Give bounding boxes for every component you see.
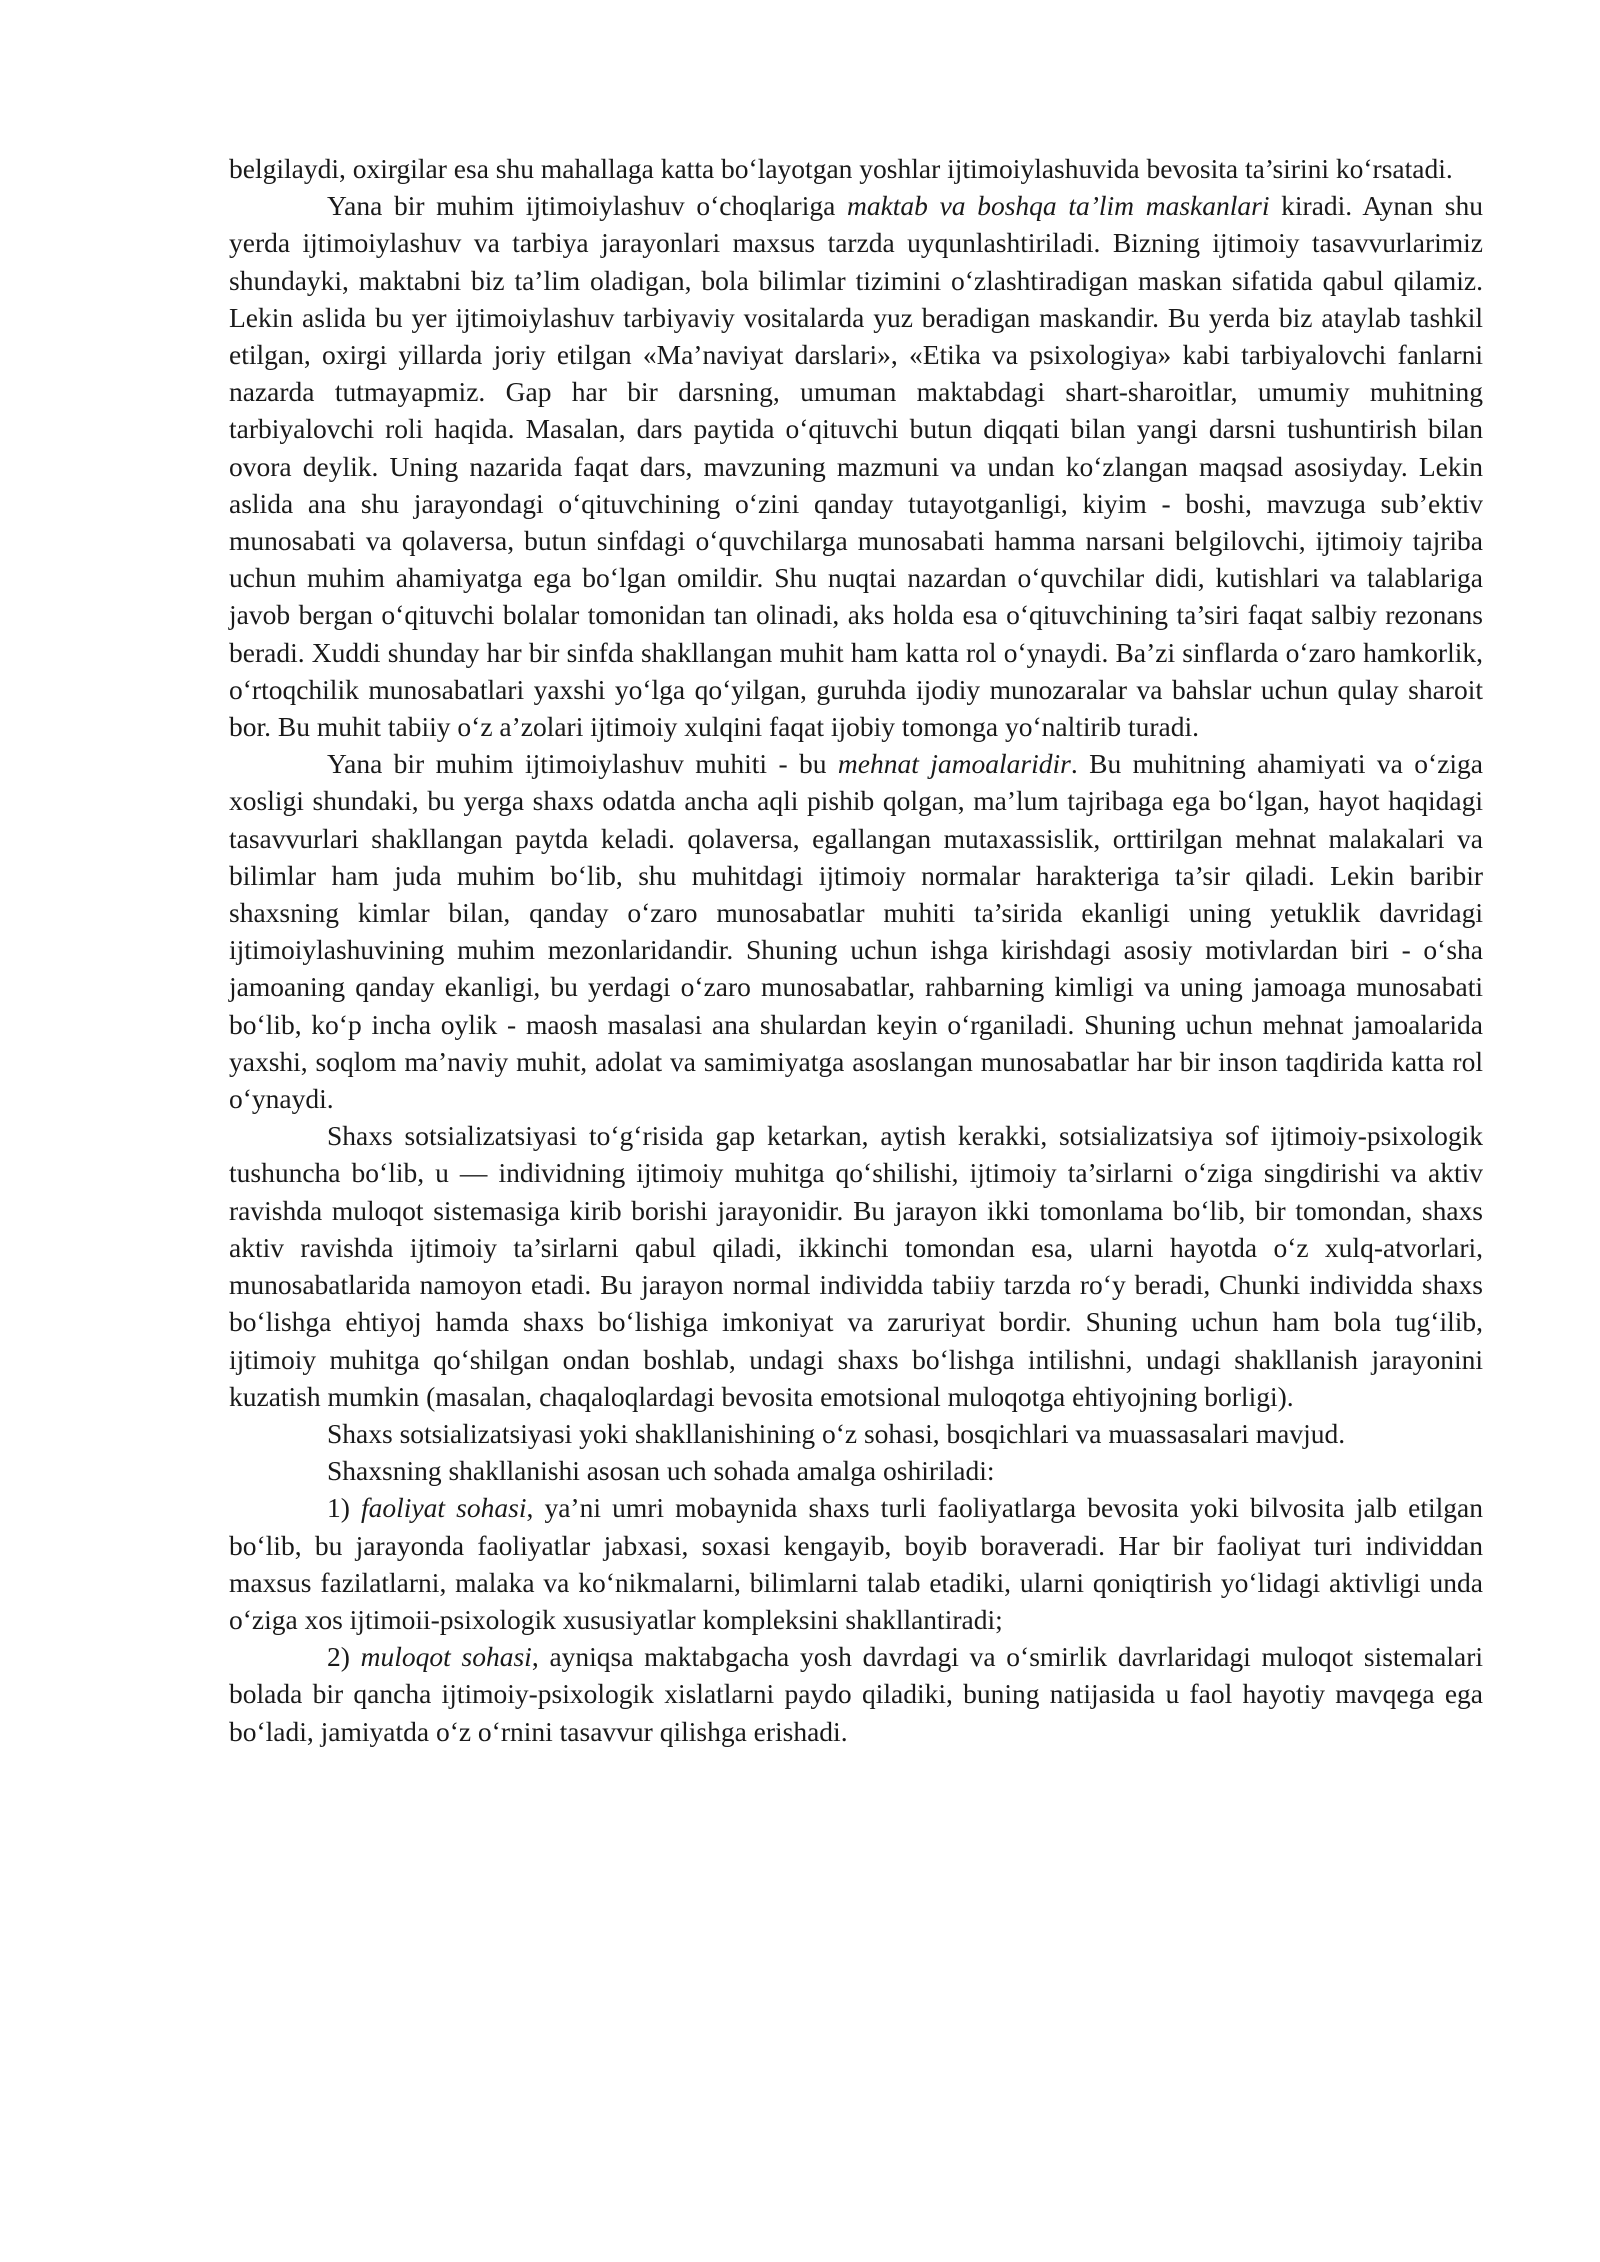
text-run: belgilaydi, oxirgilar esa shu mahallaga katta bo‘layotgan yoshlar ijtimoiylashuvida bevosita ta’sirini ko‘rsatadi. bbox=[229, 153, 1453, 184]
text-run: , ya’ni umri mobaynida shaxs turli faoliyatlarga bevosita yoki bilvosita jalb etilgan bo‘lib, bu jarayonda faoliyatlar jabxasi, soxasi kengayib, boyib boraveradi. Har bir faoliyat turi individdan maxsus fazilatlarni, malaka va ko‘nikmalarni, bilimlarni talab etadiki, ularni qoniqtirish yo‘lidagi aktivligi unda o‘ziga xos ijtimoii-psixologik xususiyatlar kompleksini shakllantiradi; bbox=[229, 1492, 1483, 1635]
paragraph bbox=[229, 745, 1483, 1117]
document-page bbox=[229, 150, 1483, 1750]
paragraph bbox=[229, 150, 1483, 187]
italic-text-run: mehnat jamoalaridir bbox=[837, 748, 1071, 780]
list-paragraph bbox=[229, 1489, 1483, 1638]
paragraph bbox=[229, 187, 1483, 745]
text-run: Shaxs sotsializatsiyasi to‘g‘risida gap ketarkan, aytish kerakki, sotsializatsiya sof ijtimoiy-psixologik tushuncha bo‘lib, u — individning ijtimoiy muhitga qo‘shilishi, ijtimoiy ta’sirlarni o‘ziga singdirishi va aktiv ravishda muloqot sistemasiga kirib borishi jarayonidir. Bu jarayon ikki tomonlama bo‘lib, bir tomondan, shaxs aktiv ravishda ijtimoiy ta’sirlarni qabul qiladi, ikkinchi tomondan esa, ularni hayotda o‘z xulq-atvorlari, munosabatlarida namoyon etadi. Bu jarayon normal individda tabiiy tarzda ro‘y beradi, Chunki individda shaxs bo‘lishga ehtiyoj hamda shaxs bo‘lishiga imkoniyat va zaruriyat bordir. Shuning uchun ham bola tug‘ilib, ijtimoiy muhitga qo‘shilgan ondan boshlab, undagi shaxs bo‘lishga intilishni, undagi shakllanish jarayonini kuzatish mumkin (masalan, chaqaloqlardagi bevosita emotsional muloqotga ehtiyojning borligi). bbox=[229, 1120, 1483, 1412]
paragraph bbox=[229, 1415, 1483, 1452]
paragraph bbox=[229, 1452, 1483, 1489]
list-number: 1) bbox=[327, 1492, 362, 1524]
text-run: . Bu muhitning ahamiyati va o‘ziga xosligi shundaki, bu yerga shaxs odatda ancha aqli pishib qolgan, ma’lum tajribaga ega bo‘lgan, hayot haqidagi tasavvurlari shakllangan paytda keladi. qolaversa, egallangan mutaxassislik, orttirilgan mehnat malakalari va bilimlar ham juda muhim bo‘lib, shu muhitdagi ijtimoiy normalar harakteriga ta’sir qiladi. Lekin baribir shaxsning kimlar bilan, qanday o‘zaro munosabatlar muhiti ta’sirida ekanligi uning yetuklik davridagi ijtimoiylashuvining muhim mezonlaridandir. Shuning uchun ishga kirishdagi asosiy motivlardan biri - o‘sha jamoaning qanday ekanligi, bu yerdagi o‘zaro munosabatlar, rahbarning kimligi va uning jamoaga munosabati bo‘lib, ko‘p incha oylik - maosh masalasi ana shulardan keyin o‘rganiladi. Shuning uchun mehnat jamoalarida yaxshi, soqlom ma’naviy muhit, adolat va samimiyatga asoslangan munosabatlar har bir inson taqdirida katta rol o‘ynaydi. bbox=[229, 748, 1483, 1115]
text-run: , ayniqsa maktabgacha yosh davrdagi va o‘smirlik davrlaridagi muloqot sistemalari bolada bir qancha ijtimoiy-psixologik xislatlarni paydo qiladiki, buning natijasida u faol hayotiy mavqega ega bo‘ladi, jamiyatda o‘z o‘rnini tasavvur qilishga erishadi. bbox=[229, 1641, 1483, 1747]
text-run: Yana bir muhim ijtimoiylashuv muhiti - bu bbox=[327, 748, 838, 780]
text-run: kiradi. Aynan shu yerda ijtimoiylashuv va tarbiya jarayonlari maxsus tarzda uyqunlashtiriladi. Bizning ijtimoiy tasavvurlarimiz shundayki, maktabni biz ta’lim oladigan, bola bilimlar tizimini o‘zlashtiradigan maskan sifatida qabul qilamiz. Lekin aslida bu yer ijtimoiylashuv tarbiyaviy vositalarda yuz beradigan maskandir. Bu yerda biz ataylab tashkil etilgan, oxirgi yillarda joriy etilgan «Ma’naviyat darslari», «Etika va psixologiya» kabi tarbiyalovchi fanlarni nazarda tutmayapmiz. Gap har bir darsning, umuman maktabdagi shart-sharoitlar, umumiy muhitning tarbiyalovchi roli haqida. Masalan, dars paytida o‘qituvchi butun diqqati bilan yangi darsni tushuntirish bilan ovora deylik. Uning nazarida faqat dars, mavzuning mazmuni va undan ko‘zlangan maqsad asosiyday. Lekin aslida ana shu jarayondagi o‘qituvchining o‘zini qanday tutayotganligi, kiyim - boshi, mavzuga sub’ektiv munosabati va qolaversa, butun sinfdagi o‘quvchilarga munosabati hamma narsani belgilovchi, ijtimoiy tajriba uchun muhim ahamiyatga ega bo‘lgan omildir. Shu nuqtai nazardan o‘quvchilar didi, kutishlari va talablariga javob bergan o‘qituvchi bolalar tomonidan tan olinadi, aks holda esa o‘qituvchining ta’siri faqat salbiy rezonans beradi. Xuddi shunday har bir sinfda shakllangan muhit ham katta rol o‘ynaydi. Ba’zi sinflarda o‘zaro hamkorlik, o‘rtoqchilik munosabatlari yaxshi yo‘lga qo‘yilgan, guruhda ijodiy munozaralar va bahslar uchun qulay sharoit bor. Bu muhit tabiiy o‘z a’zolari ijtimoiy xulqini faqat ijobiy tomonga yo‘naltirib turadi. bbox=[229, 190, 1483, 743]
text-run: Yana bir muhim ijtimoiylashuv o‘choqlariga bbox=[327, 190, 847, 222]
list-number: 2) bbox=[327, 1641, 361, 1673]
italic-text-run: faoliyat sohasi bbox=[361, 1492, 527, 1524]
italic-text-run: muloqot sohasi bbox=[360, 1641, 532, 1673]
list-paragraph bbox=[229, 1638, 1483, 1750]
text-run: Shaxsning shakllanishi asosan uch sohada amalga oshiriladi: bbox=[327, 1455, 995, 1487]
text-run: Shaxs sotsializatsiyasi yoki shakllanishining o‘z sohasi, bosqichlari va muassasalari mavjud. bbox=[327, 1417, 1346, 1449]
italic-text-run: maktab va boshqa ta’lim maskanlari bbox=[846, 190, 1270, 222]
paragraph bbox=[229, 1117, 1483, 1415]
